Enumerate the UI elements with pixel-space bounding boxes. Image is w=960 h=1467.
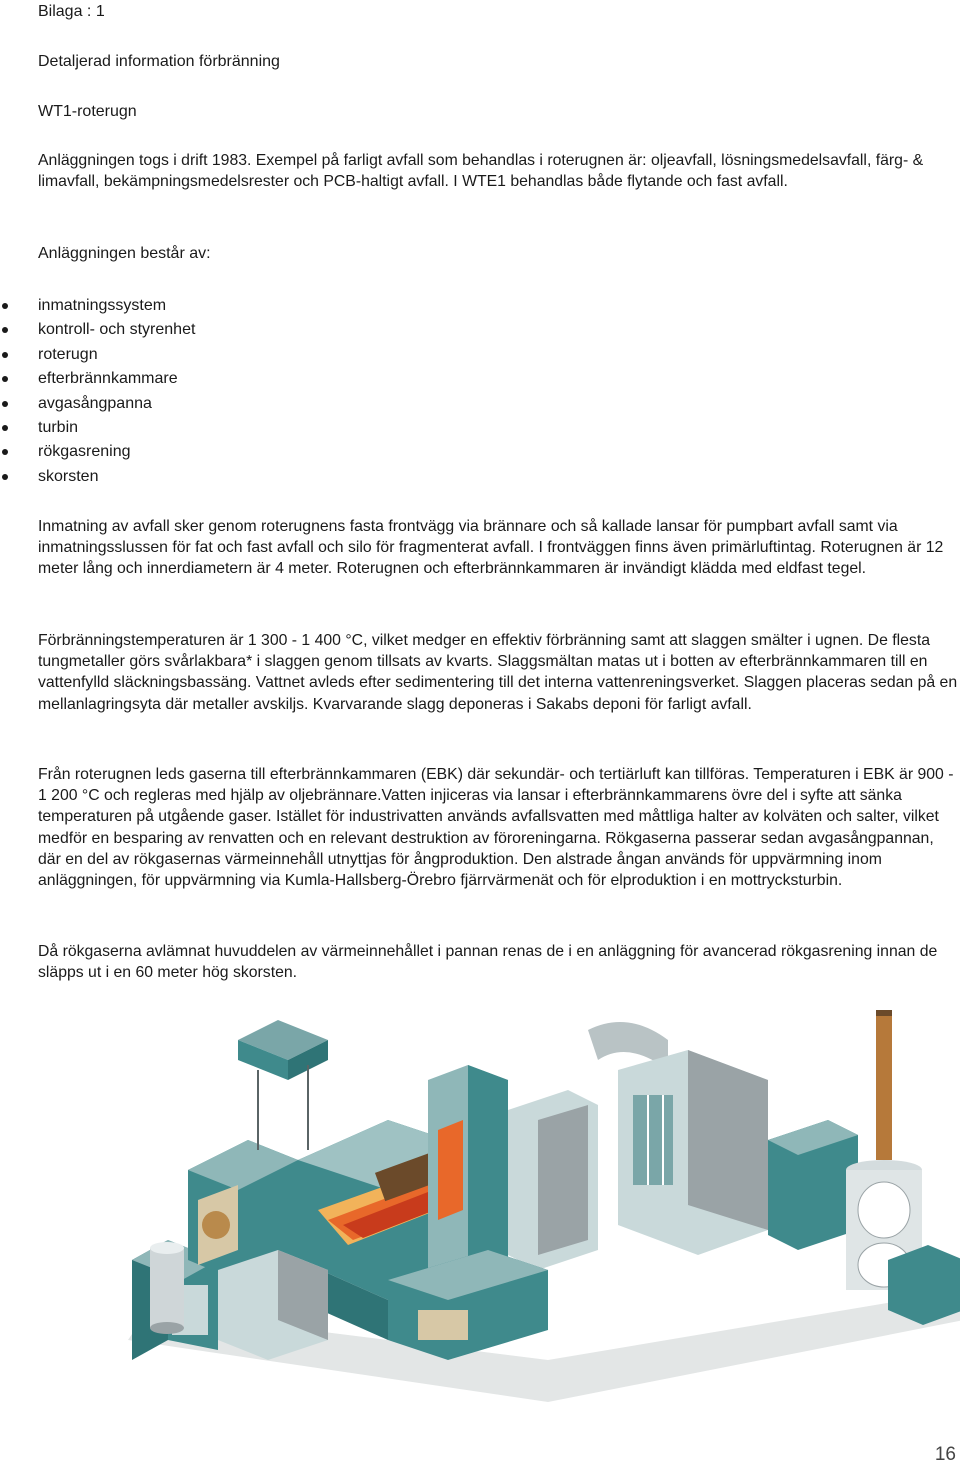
paragraph-gases: Från roterugnen leds gaserna till efterbrännkammaren (EBK) där sekundär- och tertiärluft kan tillföras. Temperaturen i EBK är 900 - 1 200 °C och regleras med hjälp av oljebrännare.Vatten injiceras via lansar i efterbrännkammarens övre del i syfte att sänka temperaturen på utgående gaser. Istället för industrivatten används avfallsvatten med måttliga halter av kolväten och salter, vilket medför en besparing av renvatten och en relevant destruktion av föroreningarna. Rökgaserna passerar sedan avgasångpannan, där en del av rökgasernas värmeinnehåll utnyttjas för ångproduktion. Den alstrade ångan används för uppvärmning inom anläggningen, för uppvärmning via Kumla-Hallsberg-Örebro fjärrvärmenät och för elproduktion i en mottrycksturbin.: [38, 766, 954, 890]
bullet-icon: [2, 425, 8, 431]
list-item: efterbrännkammare: [0, 367, 195, 391]
boiler: [428, 1065, 598, 1285]
list-item: skorsten: [0, 465, 195, 489]
silo: [150, 1242, 184, 1334]
component-list: [0, 294, 195, 489]
bullet-icon: [2, 327, 8, 333]
paragraph-feeding: Inmatning av avfall sker genom roterugnens fasta frontvägg via brännare och så kallade lansar för pumpbart avfall samt via inmatningsslussen för fat och fast avfall och silo för fragmenterat avfall. I frontväggen finns även primärluftintag. Roterugnen är 12 meter lång och innerdiametern är 4 meter. Roterugnen och efterbrännkammaren är invändigt klädda med eldfast tegel.: [38, 518, 944, 578]
bullet-icon: [2, 401, 8, 407]
paragraph-flue-gas-cleaning: Då rökgaserna avlämnat huvuddelen av värmeinnehållet i pannan renas de i en anläggning för avancerad rökgasrening innan de släpps ut i en 60 meter hög skorsten.: [38, 943, 938, 982]
list-item: roterugn: [0, 343, 195, 367]
bullet-icon: [2, 449, 8, 455]
list-item: turbin: [0, 416, 195, 440]
attachment-label: Bilaga : 1: [38, 3, 105, 20]
list-item: avgasångpanna: [0, 392, 195, 416]
bullet-icon: [2, 376, 8, 382]
list-item: inmatningssystem: [0, 294, 195, 318]
list-heading: Anläggningen består av:: [38, 245, 211, 262]
section-title: WT1-roterugn: [38, 103, 137, 120]
intro-paragraph: Anläggningen togs i drift 1983. Exempel på farligt avfall som behandlas i roterugnen är: oljeavfall, lösningsmedelsavfall, färg- & limavfall, bekämpningsmedelsrester och PCB-haltigt avfall. I WTE1 behandlas både flytande och fast avfall.: [38, 152, 924, 191]
flue-gas-cleaning: [588, 1022, 858, 1255]
bullet-icon: [2, 474, 8, 480]
page-title: Detaljerad information förbränning: [38, 53, 280, 70]
stack: [846, 1010, 960, 1325]
paragraph-temperature: Förbränningstemperaturen är 1 300 - 1 400 °C, vilket medger en effektiv förbränning samt att slaggen smälter i ugnen. De flesta tungmetaller görs svårlakbara* i slaggen genom tillsats av kvarts. Slaggsmältan matas ut i botten av efterbrännkammaren till en vattenfylld släckningsbassäng. Vattnet avleds efter sedimentering till det interna vattenreningsverket. Slaggen placeras sedan på en mellanlagringsyta där metaller avskiljs. Kvarvarande slagg deponeras i Sakabs deponi för farligt avfall.: [38, 632, 958, 713]
bullet-icon: [2, 352, 8, 358]
list-item: kontroll- och styrenhet: [0, 318, 195, 342]
page-number: 16: [934, 1444, 956, 1465]
list-item: rökgasrening: [0, 440, 195, 464]
bullet-icon: [2, 303, 8, 309]
incineration-plant-illustration: [128, 1010, 960, 1402]
